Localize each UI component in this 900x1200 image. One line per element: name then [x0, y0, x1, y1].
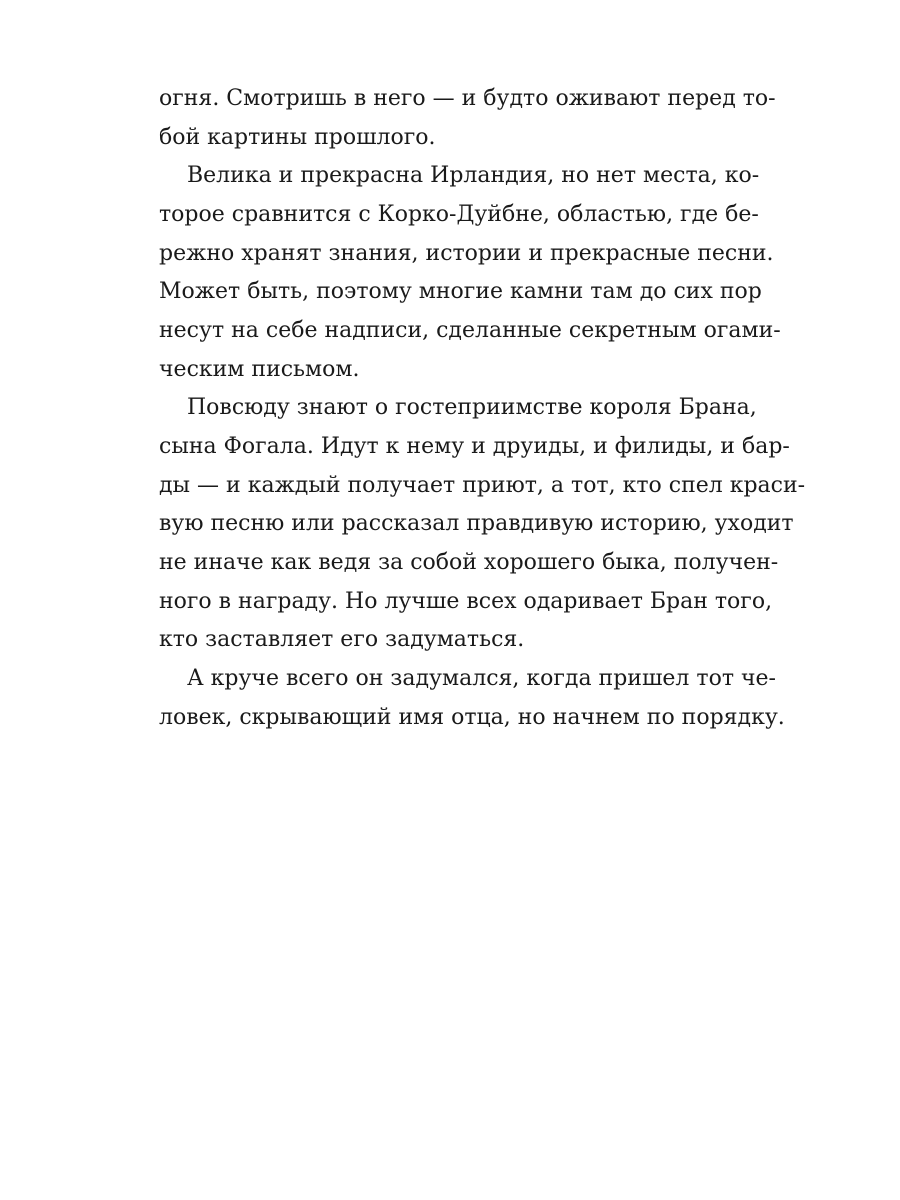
text-line: торое сравнится с Корко-Дуйбне, областью, где бе- — [159, 201, 759, 227]
text-line: режно хранят знания, истории и прекрасные песни. — [159, 240, 774, 266]
text-line: ческим письмом. — [159, 356, 360, 382]
text-line: кто заставляет его задуматься. — [159, 627, 525, 653]
paragraph-3 — [159, 389, 806, 660]
text-line: Велика и прекрасна Ирландия, но нет места, ко- — [187, 163, 760, 189]
text-line: сына Фогала. Идут к нему и друиды, и филиды, и бар- — [159, 433, 790, 459]
text-line: Может быть, поэтому многие камни там до сих пор — [159, 279, 762, 305]
text-line: А круче всего он задумался, когда пришел тот че- — [187, 665, 776, 691]
text-line: бой картины прошлого. — [159, 124, 436, 150]
text-line: несут на себе надписи, сделанные секретным огами- — [159, 317, 781, 343]
text-line: ловек, скрывающий имя отца, но начнем по порядку. — [159, 704, 785, 730]
body-text — [159, 80, 806, 737]
text-line: ды — и каждый получает приют, а тот, кто спел краси- — [159, 472, 806, 498]
paragraph-4 — [159, 660, 785, 737]
paragraph-2 — [159, 157, 781, 389]
text-line: ного в награду. Но лучше всех одаривает Бран того, — [159, 588, 773, 614]
text-line: вую песню или рассказал правдивую историю, уходит — [159, 511, 794, 537]
text-line: не иначе как ведя за собой хорошего быка, получен- — [159, 549, 779, 575]
paragraph-1 — [159, 80, 776, 157]
text-line: огня. Смотришь в него — и будто оживают перед то- — [159, 86, 776, 111]
text-line: Повсюду знают о гостеприимстве короля Брана, — [187, 395, 757, 421]
